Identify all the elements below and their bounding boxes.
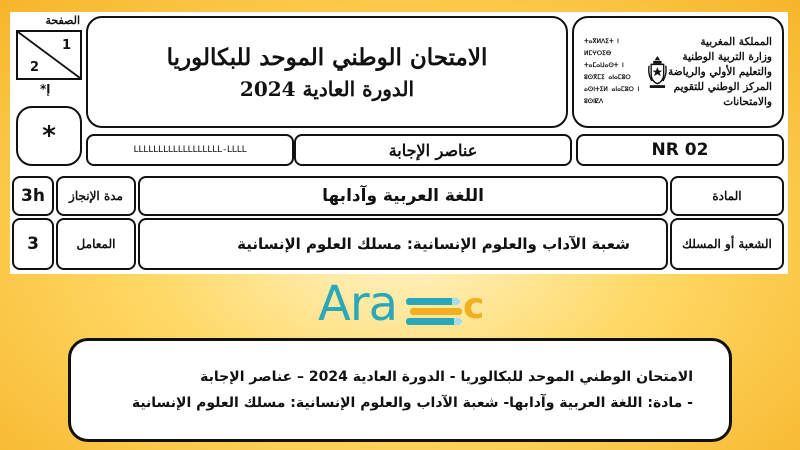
coef-label-box [56,218,136,270]
ministry-arabic-line: المملكة المغربية [700,35,772,48]
caption-line-2: - مادة: اللغة العربية وآدابها- شعبة الآداب والعلوم الإنسانية: مسلك العلوم الإنسانية [131,395,693,411]
page-label: الصفحة [45,14,80,27]
ministry-latin [584,36,647,108]
ministry-latin-line: ⴰⵙⵏⵜⵉⵍ ⴰⵏⴰⵎⵓⵔ ⵏ ⵓⵙⵏⵇⴷ [584,86,640,105]
site-logo[interactable] [318,278,490,334]
ministry-arabic-line: المركز الوطني للتقويم والامتحانات [673,80,772,108]
nr-code: NR 02 [651,140,709,160]
branch-label-box [670,218,784,270]
star-mark: * [42,121,56,151]
ministry-latin-line: ⵜⴰⵎⴰⵡⴰⵙⵜ ⵏ ⵓⵙⴳⵎⵉ ⴰⵏⴰⵎⵓⵔ [584,62,631,81]
answer-key-title: عناصر الإجابة [388,140,478,160]
duration-label: مدة الإنجاز [69,189,123,203]
coef-label: المعامل [76,237,116,251]
branch-value-box [138,218,668,270]
answer-key-box [294,134,572,166]
duration-value: 3h [21,186,45,206]
subject-label-box [670,176,784,216]
morocco-coat-of-arms-icon [647,47,668,97]
caption-box [68,338,732,442]
duration-value-box [12,176,54,216]
coef-value: 3 [27,234,39,254]
exam-title-box [86,16,568,128]
ministry-latin-line: ⵜⴰⴳⵍⴷⵉⵜ ⵏ ⵍⵎⵖⵔⵉⴱ [584,38,619,57]
ministry-arabic [667,35,772,110]
branch-label: الشعبة أو المسلك [682,237,772,251]
duration-label-box [56,176,136,216]
code-strip: LLLLLLLLLLLLLLLLLL-LLLL [133,145,247,155]
coef-value-box [12,218,54,270]
nr-box [576,134,784,166]
branch-value: شعبة الآداب والعلوم الإنسانية: مسلك العلوم الإنسانية [237,235,630,253]
logo-suffix: c [463,286,485,327]
caption-line-1: الامتحان الوطني الموحد للبكالوريا - الدورة العادية 2024 – عناصر الإجابة [200,369,693,385]
page-current: 1 [62,38,72,53]
candidate-star-box [16,106,82,166]
subject-label: المادة [712,189,742,203]
page-number-box [16,30,82,80]
ministry-arabic-line: وزارة التربية الوطنية [682,50,772,63]
subject-value: اللغة العربية وآدابها [322,186,484,206]
ministry-arabic-line: والتعليم الأولي والرياضة [668,65,772,78]
logo-text: Ara [318,276,397,332]
books-icon [406,296,466,328]
candidate-label: *إ [40,82,51,96]
page-total: 2 [30,60,40,75]
exam-title: الامتحان الوطني الموحد للبكالوريا [166,43,488,71]
exam-header-sheet [10,12,788,274]
exam-session: الدورة العادية 2024 [239,76,415,101]
ministry-box [572,16,784,128]
subject-value-box [138,176,668,216]
code-strip-box [86,134,294,166]
